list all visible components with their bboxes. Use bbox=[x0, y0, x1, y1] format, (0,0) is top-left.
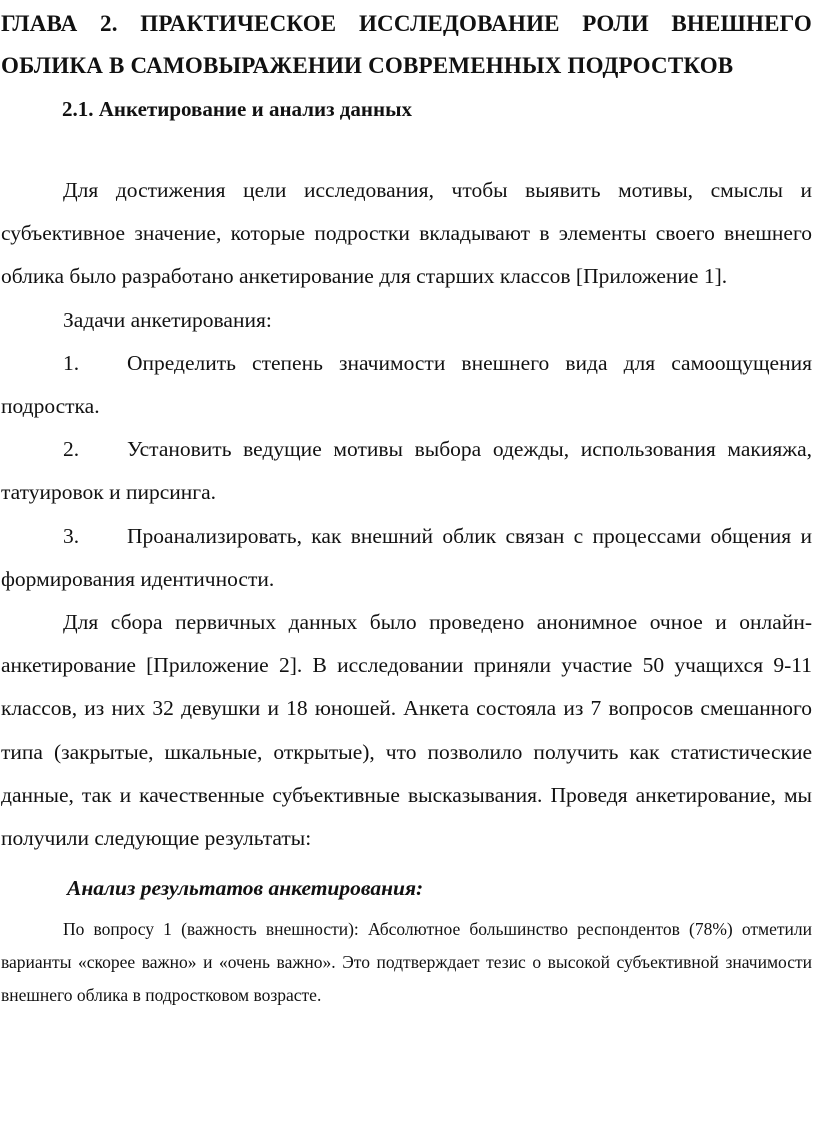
question1-paragraph: По вопросу 1 (важность внешности): Абсолютное большинство респондентов (78%) отметили варианты «скорее важно» и «очень важно». Это подтверждает тезис о высокой субъективной значимости внешнего облика в подростковом возрасте. bbox=[1, 919, 812, 1006]
intro-paragraph: Для достижения цели исследования, чтобы выявить мотивы, смыслы и субъективное значение, которые подростки вкладывают в элементы своего внешнего облика было разработано анкетирование для старших классов [Приложение 1]. bbox=[1, 178, 812, 289]
list-item bbox=[1, 342, 812, 428]
list-item bbox=[1, 428, 812, 514]
task-list bbox=[1, 342, 812, 601]
list-item-number: 3. bbox=[63, 523, 80, 548]
list-item bbox=[1, 515, 812, 601]
section-title: 2.1. Анкетирование и анализ данных bbox=[62, 97, 413, 121]
list-item-number: 1. bbox=[63, 350, 80, 375]
analysis-heading: Анализ результатов анкетирования: bbox=[67, 876, 424, 901]
chapter-title: ГЛАВА 2. ПРАКТИЧЕСКОЕ ИССЛЕДОВАНИЕ РОЛИ ВНЕШНЕГО ОБЛИКА В САМОВЫРАЖЕНИИ СОВРЕМЕННЫХ ПОДРОСТКОВ bbox=[1, 11, 812, 78]
list-item-text: Проанализировать, как внешний облик связан с процессами общения и формирования идентичности. bbox=[1, 523, 812, 591]
list-item-text: Определить степень значимости внешнего вида для самоощущения подростка. bbox=[1, 350, 812, 419]
list-item-number: 2. bbox=[63, 437, 80, 462]
tasks-label: Задачи анкетирования: bbox=[63, 307, 272, 332]
data-collection-paragraph: Для сбора первичных данных было проведено анонимное очное и онлайн-анкетирование [Приложение 2]. В исследовании приняли участие 50 учащихся 9-11 классов, из них 32 девушки и 18 юношей. Анкета состояла из 7 вопросов смешанного типа (закрытые, шкальные, открытые), что позволило получить как статистические данные, так и качественные субъективные высказывания. Проведя анкетирование, мы получили следующие результаты: bbox=[1, 610, 812, 851]
list-item-text: Установить ведущие мотивы выбора одежды, использования макияжа, татуировок и пирсинга. bbox=[1, 437, 812, 505]
